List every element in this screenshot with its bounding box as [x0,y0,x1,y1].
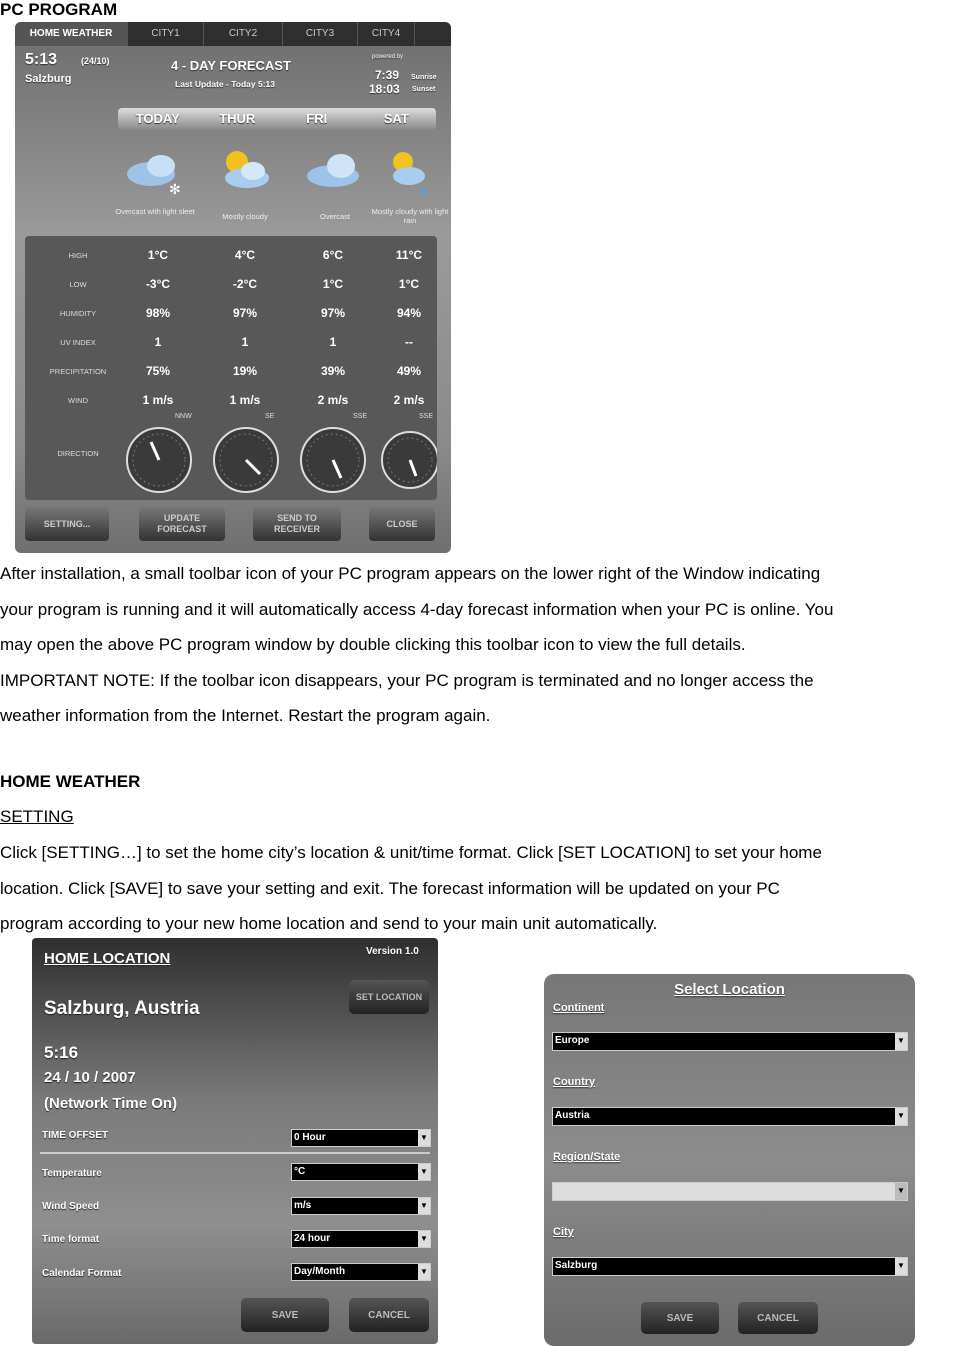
continent-value: Europe [555,1035,590,1046]
time-offset-label: TIME OFFSET [42,1130,109,1141]
temperature-value: °C [294,1166,306,1177]
time-offset-value: 0 Hour [294,1132,326,1143]
svg-text:✻: ✻ [169,182,181,198]
condition-thur: Mostly cloudy [222,212,268,221]
time-format-value: 24 hour [294,1233,331,1244]
time-format-select[interactable] [291,1230,431,1248]
city-value: Salzburg [555,1260,598,1271]
sunrise-label: Sunrise [411,74,437,81]
text-line: program according to your new home location and send to your main unit automatically. [0,914,658,933]
sunset-time: 18:03 [369,82,400,96]
tab-city1[interactable]: CITY1 [128,22,204,46]
tab-home-weather[interactable]: HOME WEATHER [15,22,128,46]
forecast-title: 4 - DAY FORECAST [171,58,291,73]
dir-fri: SSE [353,413,368,420]
wind-compasses [25,422,437,496]
dropdown-arrow-icon[interactable]: ▼ [895,1033,907,1050]
dir-today: NNW [175,413,192,420]
compass-icon [382,432,437,488]
text-line: location. Click [SAVE] to save your setting and exit. The forecast information will be updated on your PC [0,878,780,898]
sunrise-time: 7:39 [375,68,400,82]
overcast-icon [307,154,359,187]
day-fri: FRI [306,111,328,126]
dropdown-arrow-icon[interactable]: ▼ [418,1130,430,1146]
day-sat: SAT [383,111,409,126]
text-line: Click [SETTING…] to set the home city’s location & unit/time format. Click [SET LOCATION] to set your home [0,843,822,862]
select-location-title: Select Location [674,981,785,998]
city-name: Salzburg [25,73,72,85]
label-high: HIGH [68,251,88,260]
dir-thur: SE [265,413,275,420]
mostly-cloudy-icon [225,151,269,188]
wind-speed-select[interactable] [291,1197,431,1215]
local-date: 24 / 10 / 2007 [44,1069,136,1086]
dropdown-arrow-icon[interactable]: ▼ [418,1231,430,1247]
powered-by: powered by [372,54,404,60]
city-select[interactable] [552,1257,908,1276]
precip-thur: 19% [232,364,258,378]
precip-fri: 39% [320,364,346,378]
high-fri: 6°C [322,248,344,262]
dropdown-arrow-icon[interactable]: ▼ [895,1258,907,1275]
compass-icon [301,428,365,492]
weather-window-screenshot [15,22,451,553]
sleet-cloud-icon [127,155,181,198]
intro-paragraph [0,556,957,734]
wind-speed-value: m/s [294,1200,312,1211]
high-sat: 11°C [395,248,423,262]
text-line: After installation, a small toolbar icon of your PC program appears on the lower right of the Window indicating [0,564,821,583]
calendar-format-label: Calendar Format [42,1268,122,1279]
city-label: City [553,1226,574,1238]
tab-city2[interactable]: CITY2 [204,22,283,46]
humidity-sat: 94% [396,306,422,320]
temperature-select[interactable] [291,1163,431,1181]
update-forecast-button[interactable]: UPDATE FORECAST [139,507,225,541]
region-select[interactable] [552,1182,908,1201]
low-fri: 1°C [322,277,344,291]
forecast-icons [15,137,451,207]
current-date: (24/10) [81,56,110,66]
select-location-panel [544,974,915,1346]
time-offset-select[interactable] [291,1129,431,1147]
setting-button[interactable]: SETTING... [25,507,109,541]
uv-today: 1 [154,335,162,349]
forecast-grid [25,236,437,500]
dropdown-arrow-icon[interactable]: ▼ [418,1264,430,1280]
label-humidity: HUMIDITY [59,309,97,318]
precip-sat: 49% [396,364,422,378]
label-uv-index: UV INDEX [60,338,96,347]
text-line: your program is running and it will automatically access 4-day forecast information when your PC is online. You [0,599,834,619]
time-format-label: Time format [42,1234,100,1245]
wind-speed-label: Wind Speed [42,1201,100,1212]
light-rain-icon [393,152,425,196]
dropdown-arrow-icon[interactable]: ▼ [895,1108,907,1125]
dir-sat: SSE [419,413,434,420]
uv-thur: 1 [241,335,249,349]
temperature-label: Temperature [42,1168,102,1179]
close-button[interactable]: CLOSE [369,507,435,541]
continent-label: Continent [553,1002,605,1014]
high-today: 1°C [147,248,169,262]
last-update: Last Update - Today 5:13 [175,79,275,89]
day-today: TODAY [135,111,180,126]
divider [40,1152,430,1154]
label-low: LOW [69,280,87,289]
country-select[interactable] [552,1107,908,1126]
wind-sat: 2 m/s [393,393,425,407]
text-line: weather information from the Internet. Restart the program again. [0,706,491,725]
high-thur: 4°C [234,248,256,262]
condition-fri: Overcast [319,212,350,221]
label-direction: DIRECTION [57,449,99,458]
wind-fri: 2 m/s [317,393,349,407]
setting-paragraph [0,835,957,942]
save-button[interactable]: SAVE [241,1298,329,1332]
country-value: Austria [555,1110,590,1121]
uv-fri: 1 [329,335,337,349]
pc-program-heading: PC PROGRAM [0,0,118,19]
set-location-button[interactable]: SET LOCATION [349,980,429,1014]
network-time-status: (Network Time On) [44,1095,178,1112]
important-note-line: IMPORTANT NOTE: If the toolbar icon disappears, your PC program is terminated and no longer access the [0,670,814,690]
humidity-fri: 97% [320,306,346,320]
condition-today: Overcast with light sleet [115,207,195,216]
location-name: Salzburg, Austria [44,998,200,1019]
region-label: Region/State [553,1151,621,1163]
calendar-format-value: Day/Month [294,1266,346,1277]
tab-city4[interactable]: CITY4 [358,22,415,46]
dropdown-arrow-icon[interactable]: ▼ [418,1198,430,1214]
continent-select[interactable] [552,1032,908,1051]
wind-thur: 1 m/s [229,393,261,407]
send-to-receiver-button[interactable]: SEND TO RECEIVER [253,507,341,541]
precip-today: 75% [145,364,171,378]
day-band [118,108,436,130]
low-thur: -2°C [232,277,258,291]
tab-city3[interactable]: CITY3 [283,22,358,46]
compass-icon [127,428,191,492]
save-button[interactable]: SAVE [641,1302,719,1334]
uv-sat: -- [405,335,413,349]
home-location-panel [32,938,438,1344]
compass-icon [214,428,278,492]
dropdown-arrow-icon[interactable]: ▼ [895,1183,907,1200]
current-time: 5:13 [25,51,58,68]
version-label: Version 1.0 [366,946,419,957]
wind-today: 1 m/s [142,393,174,407]
day-thur: THUR [219,111,256,126]
low-today: -3°C [145,277,171,291]
humidity-today: 98% [145,306,171,320]
sunset-label: Sunset [412,86,436,93]
cancel-button[interactable]: CANCEL [738,1302,818,1334]
condition-sat: Mostly cloudy with light rain [371,207,449,225]
home-location-title: HOME LOCATION [44,950,171,967]
low-sat: 1°C [398,277,420,291]
country-label: Country [553,1076,596,1088]
home-weather-heading: HOME WEATHER [0,772,141,791]
local-time: 5:16 [44,1043,79,1062]
text-line: may open the above PC program window by double clicking this toolbar icon to view the full details. [0,635,746,654]
calendar-format-select[interactable] [291,1263,431,1281]
label-precipitation: PRECIPITATION [49,367,107,376]
label-wind: WIND [68,396,88,405]
setting-subheading: SETTING [0,807,74,826]
city-tabs [15,22,451,46]
dropdown-arrow-icon[interactable]: ▼ [418,1164,430,1180]
humidity-thur: 97% [232,306,258,320]
cancel-button[interactable]: CANCEL [349,1298,429,1332]
